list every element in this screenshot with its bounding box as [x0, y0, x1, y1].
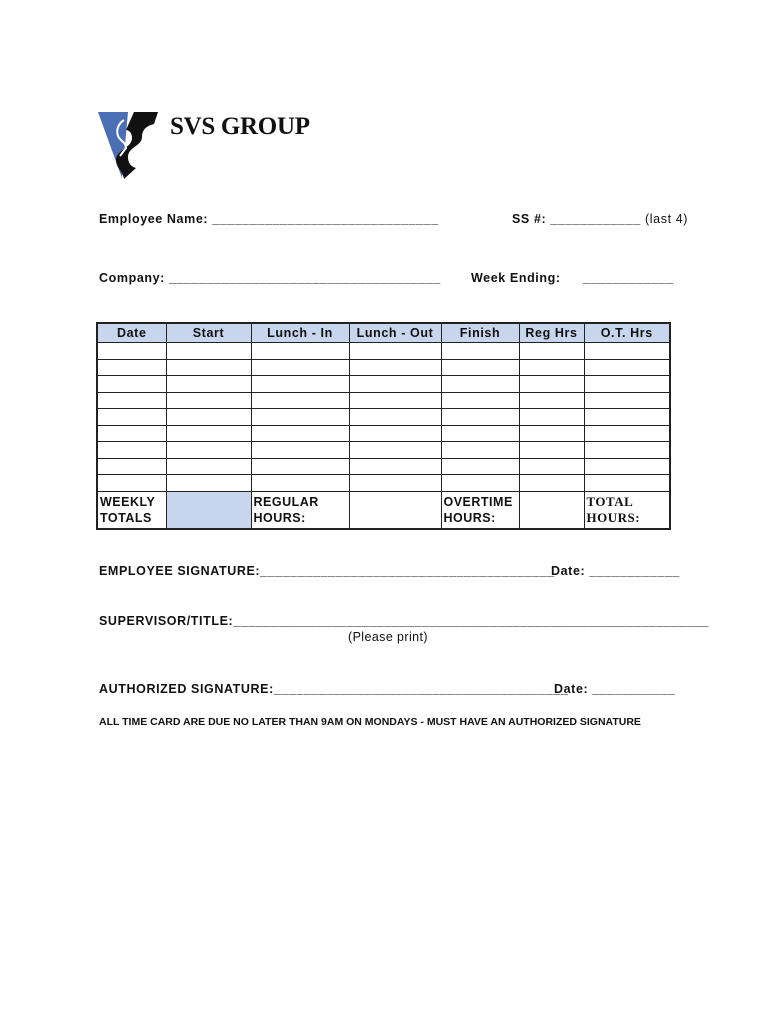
- time-entry-cell[interactable]: [519, 425, 584, 442]
- time-entry-cell[interactable]: [584, 442, 670, 459]
- time-entry-cell[interactable]: [166, 425, 251, 442]
- time-entry-cell[interactable]: [166, 376, 251, 393]
- time-entry-cell[interactable]: [251, 425, 349, 442]
- regular-hours-label: REGULAR HOURS:: [251, 491, 349, 529]
- time-entry-cell[interactable]: [441, 409, 519, 426]
- time-entry-cell[interactable]: [441, 343, 519, 360]
- table-row: [97, 458, 670, 475]
- time-entry-cell[interactable]: [441, 359, 519, 376]
- week-ending-field[interactable]: ____________: [583, 271, 674, 285]
- svs-logo-icon: [98, 110, 160, 180]
- table-row: [97, 475, 670, 492]
- authorized-signature-field[interactable]: AUTHORIZED SIGNATURE:_______________________________________: [99, 682, 569, 696]
- company-field[interactable]: Company: ____________________________________: [99, 271, 441, 285]
- due-notice: ALL TIME CARD ARE DUE NO LATER THAN 9AM ON MONDAYS - MUST HAVE AN AUTHORIZED SIGNATURE: [99, 716, 641, 728]
- time-entry-cell[interactable]: [584, 359, 670, 376]
- table-row: [97, 392, 670, 409]
- header-start: Start: [166, 323, 251, 343]
- time-entry-cell[interactable]: [97, 392, 166, 409]
- time-entry-cell[interactable]: [166, 442, 251, 459]
- time-card-table: [96, 322, 671, 530]
- time-entry-cell[interactable]: [251, 442, 349, 459]
- time-entry-cell[interactable]: [97, 409, 166, 426]
- time-entry-cell[interactable]: [519, 343, 584, 360]
- time-entry-cell[interactable]: [251, 343, 349, 360]
- employee-date-field[interactable]: Date: ____________: [551, 564, 680, 578]
- time-entry-cell[interactable]: [519, 376, 584, 393]
- time-entry-cell[interactable]: [584, 475, 670, 492]
- time-entry-cell[interactable]: [441, 392, 519, 409]
- weekly-totals-row: [97, 491, 670, 529]
- time-entry-cell[interactable]: [349, 376, 441, 393]
- header-lunch-out: Lunch - Out: [349, 323, 441, 343]
- total-hours-label[interactable]: TOTAL HOURS:: [584, 491, 670, 529]
- overtime-hours-label: OVERTIME HOURS:: [441, 491, 519, 529]
- table-header-row: [97, 323, 670, 343]
- time-entry-cell[interactable]: [251, 376, 349, 393]
- time-entry-cell[interactable]: [251, 475, 349, 492]
- time-entry-cell[interactable]: [97, 458, 166, 475]
- time-entry-cell[interactable]: [166, 475, 251, 492]
- time-entry-cell[interactable]: [251, 409, 349, 426]
- table-row: [97, 425, 670, 442]
- time-entry-cell[interactable]: [251, 392, 349, 409]
- weekly-totals-start-cell[interactable]: [166, 491, 251, 529]
- time-entry-cell[interactable]: [97, 376, 166, 393]
- time-entry-cell[interactable]: [97, 359, 166, 376]
- time-entry-cell[interactable]: [349, 392, 441, 409]
- time-entry-cell[interactable]: [584, 392, 670, 409]
- weekly-totals-label: WEEKLY TOTALS: [97, 491, 166, 529]
- time-entry-cell[interactable]: [441, 376, 519, 393]
- time-entry-cell[interactable]: [97, 343, 166, 360]
- time-entry-cell[interactable]: [349, 425, 441, 442]
- company-brand-name: SVS GROUP: [170, 113, 310, 140]
- time-entry-cell[interactable]: [519, 409, 584, 426]
- authorized-date-field[interactable]: Date: ___________: [554, 682, 676, 696]
- time-entry-cell[interactable]: [519, 442, 584, 459]
- table-row: [97, 409, 670, 426]
- time-entry-cell[interactable]: [97, 442, 166, 459]
- table-row: [97, 376, 670, 393]
- time-entry-cell[interactable]: [166, 343, 251, 360]
- time-entry-cell[interactable]: [584, 458, 670, 475]
- header-lunch-in: Lunch - In: [251, 323, 349, 343]
- header-reg-hrs: Reg Hrs: [519, 323, 584, 343]
- time-entry-cell[interactable]: [584, 376, 670, 393]
- employee-signature-field[interactable]: EMPLOYEE SIGNATURE:_______________________________________: [99, 564, 555, 578]
- time-entry-cell[interactable]: [584, 409, 670, 426]
- table-row: [97, 359, 670, 376]
- time-entry-cell[interactable]: [166, 409, 251, 426]
- time-entry-cell[interactable]: [166, 359, 251, 376]
- time-entry-cell[interactable]: [441, 425, 519, 442]
- time-entry-cell[interactable]: [519, 359, 584, 376]
- overtime-hours-cell[interactable]: [519, 491, 584, 529]
- time-entry-cell[interactable]: [251, 458, 349, 475]
- time-entry-cell[interactable]: [349, 409, 441, 426]
- time-entry-cell[interactable]: [166, 392, 251, 409]
- employee-name-field[interactable]: Employee Name: ______________________________: [99, 212, 439, 226]
- time-entry-cell[interactable]: [349, 442, 441, 459]
- time-entry-cell[interactable]: [349, 475, 441, 492]
- please-print-note: (Please print): [348, 630, 428, 644]
- time-entry-cell[interactable]: [251, 359, 349, 376]
- time-entry-cell[interactable]: [97, 475, 166, 492]
- table-row: [97, 343, 670, 360]
- time-entry-cell[interactable]: [166, 458, 251, 475]
- header-date: Date: [97, 323, 166, 343]
- week-ending-label: Week Ending:: [471, 271, 561, 285]
- time-entry-cell[interactable]: [584, 343, 670, 360]
- table-row: [97, 442, 670, 459]
- time-entry-cell[interactable]: [349, 343, 441, 360]
- time-entry-cell[interactable]: [441, 458, 519, 475]
- time-entry-cell[interactable]: [584, 425, 670, 442]
- time-entry-cell[interactable]: [441, 475, 519, 492]
- time-entry-cell[interactable]: [519, 458, 584, 475]
- time-entry-cell[interactable]: [349, 458, 441, 475]
- time-entry-cell[interactable]: [519, 475, 584, 492]
- ss-number-field[interactable]: SS #: ____________ (last 4): [512, 212, 689, 226]
- regular-hours-cell[interactable]: [349, 491, 441, 529]
- time-entry-cell[interactable]: [97, 425, 166, 442]
- supervisor-title-field[interactable]: SUPERVISOR/TITLE:_______________________________________________________________: [99, 614, 710, 628]
- time-entry-cell[interactable]: [441, 442, 519, 459]
- header-ot-hrs: O.T. Hrs: [584, 323, 670, 343]
- time-entry-cell[interactable]: [519, 392, 584, 409]
- time-entry-cell[interactable]: [349, 359, 441, 376]
- header-finish: Finish: [441, 323, 519, 343]
